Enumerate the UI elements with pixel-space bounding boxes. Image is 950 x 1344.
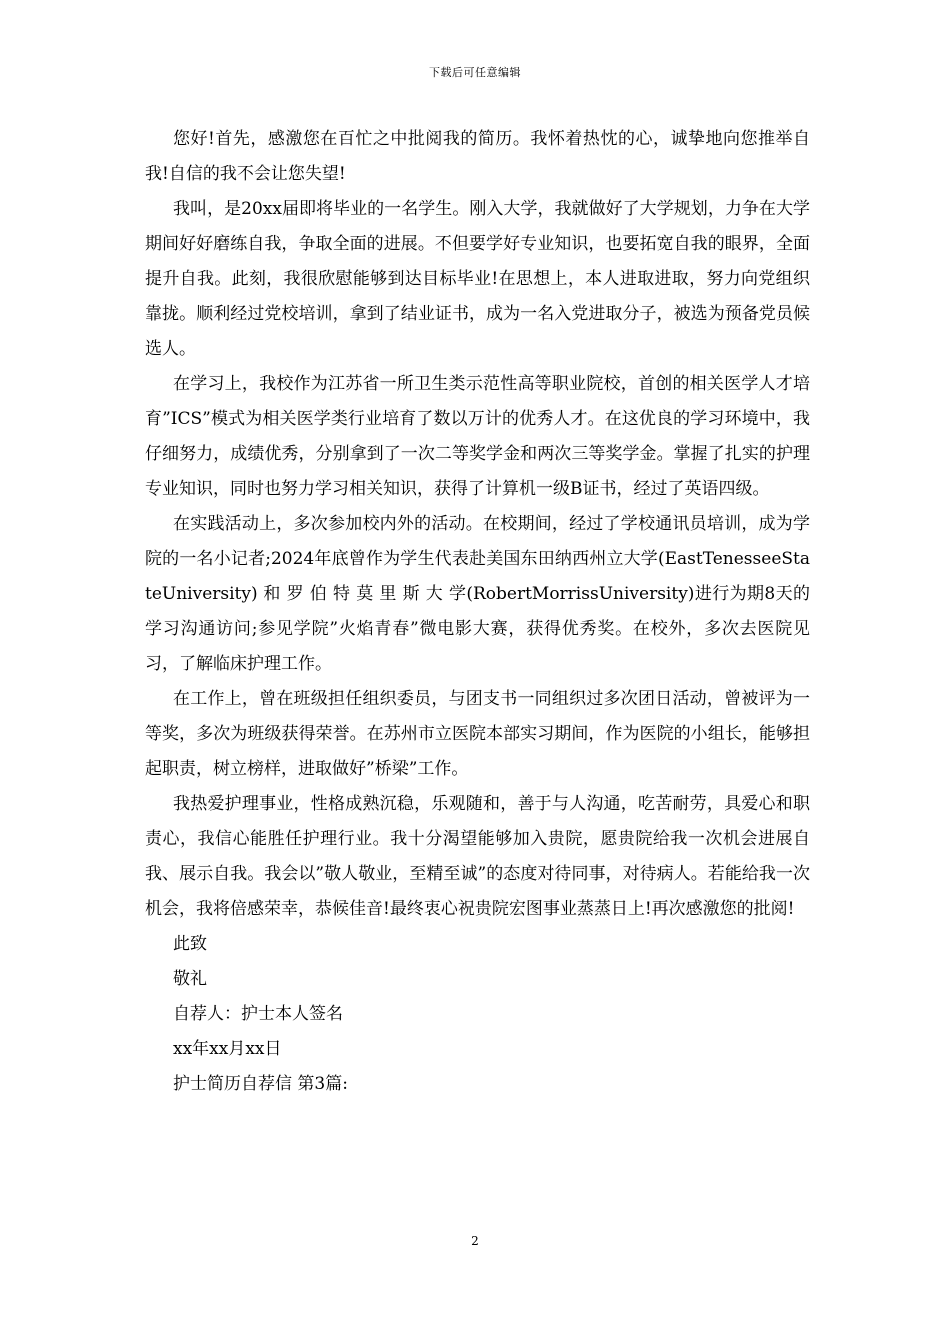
next-section-title: 护士简历自荐信 第3篇: — [173, 1074, 348, 1094]
document-body — [145, 122, 810, 1102]
paragraph-work: 在工作上，曾在班级担任组织委员，与团支书一同组织过多次团日活动，曾被评为一等奖，多次为班级获得荣誉。在苏州市立医院本部实习期间，作为医院的小组长，能够担起职责，树立榜样，进取做好”桥梁”工作。 — [145, 689, 810, 779]
paragraph-conclusion: 我热爱护理事业，性格成熟沉稳，乐观随和，善于与人沟通，吃苦耐劳，具爱心和职责心，我信心能胜任护理行业。我十分渴望能够加入贵院，愿贵院给我一次机会进展自我、展示自我。我会以”敬人敬业，至精至诚”的态度对待同事，对待病人。若能给我一次机会，我将倍感荣幸，恭候佳音!最终衷心祝贵院宏图事业蒸蒸日上!再次感激您的批阅! — [145, 794, 810, 919]
paragraph-introduction: 我叫，是20xx届即将毕业的一名学生。刚入大学，我就做好了大学规划，力争在大学期间好好磨练自我，争取全面的进展。不但要学好专业知识，也要拓宽自我的眼界，全面提升自我。此刻，我很欣慰能够到达目标毕业!在思想上，本人进取进取，努力向党组织靠拢。顺利经过党校培训，拿到了结业证书，成为一名入党进取分子，被选为预备党员候选人。 — [145, 199, 810, 359]
paragraph-practice: 在实践活动上，多次参加校内外的活动。在校期间，经过了学校通讯员培训，成为学院的一名小记者;2024年底曾作为学生代表赴美国东田纳西州立大学(EastTenesseeStateUniversity) 和 罗 伯 特 莫 里 斯 大 学(RobertMorrissUniversity)进行为期8天的学习沟通访问;参见学院”火焰青春”微电影大赛，获得优秀奖。在校外，多次去医院见习，了解临床护理工作。 — [145, 514, 810, 674]
paragraph-study: 在学习上，我校作为江苏省一所卫生类示范性高等职业院校，首创的相关医学人才培育”ICS”模式为相关医学类行业培育了数以万计的优秀人才。在这优良的学习环境中，我仔细努力，成绩优秀，分别拿到了一次二等奖学金和两次三等奖学金。掌握了扎实的护理专业知识，同时也努力学习相关知识，获得了计算机一级B证书，经过了英语四级。 — [145, 374, 810, 499]
closing-salute: 敬礼 — [173, 969, 207, 989]
page-header: 下载后可任意编辑 — [429, 66, 521, 79]
paragraph-greeting: 您好!首先，感激您在百忙之中批阅我的简历。我怀着热忱的心，诚挚地向您推举自我!自信的我不会让您失望! — [145, 129, 810, 184]
signature-line: 自荐人：护士本人签名 — [173, 1004, 343, 1024]
closing-regards: 此致 — [173, 934, 207, 954]
page-number: 2 — [471, 1234, 479, 1248]
date-line: xx年xx月xx日 — [173, 1039, 282, 1059]
